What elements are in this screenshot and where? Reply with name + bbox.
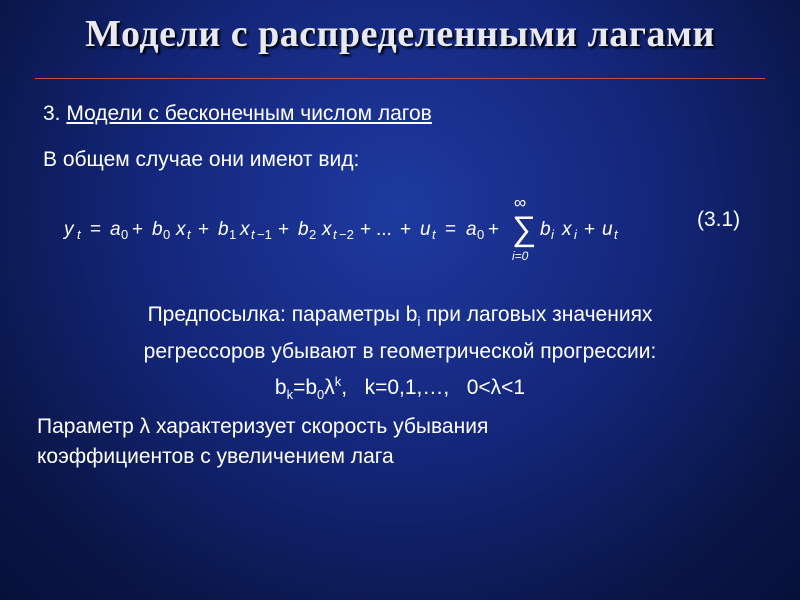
sum-lower: i=0 (512, 249, 529, 263)
section-number: 3. (43, 102, 61, 125)
parameter-line-1: Параметр λ характеризует скорость убывания (37, 415, 489, 438)
svg-text:b: b (540, 219, 551, 240)
slide-title: Модели с распределенными лагами (85, 13, 715, 55)
svg-text:0: 0 (163, 227, 171, 242)
svg-text:b: b (152, 219, 163, 240)
svg-text:x: x (322, 219, 332, 240)
parameter-line-2: коэффициентов с увеличением лага (37, 445, 394, 468)
svg-text:t: t (432, 227, 436, 242)
svg-text:2: 2 (309, 227, 317, 242)
svg-text:a: a (110, 219, 121, 240)
svg-text:x: x (176, 219, 186, 240)
premise-line-1: Предпосылка: параметры $b_i$ при лаговых значениях (147, 303, 653, 330)
svg-text:b: b (298, 219, 309, 240)
formula-3-1 (60, 190, 660, 265)
svg-text:b: b (218, 219, 229, 240)
svg-text:t: t (77, 227, 81, 242)
premise-line-3: $b_k=b_0\lambda^k$, k=0,1,…, 0<λ<1 (274, 374, 526, 403)
svg-text:+: + (584, 219, 596, 240)
parameter-text (37, 412, 737, 472)
svg-text:x: x (562, 219, 572, 240)
svg-text:t: t (251, 227, 255, 242)
svg-text:+: + (278, 219, 290, 240)
svg-text:t: t (333, 227, 337, 242)
premise-line-2: регрессоров убывают в геометрической прогрессии: (143, 340, 657, 364)
svg-text:i: i (574, 227, 577, 242)
svg-text:u: u (602, 219, 613, 240)
svg-text:t: t (187, 227, 191, 242)
svg-text:x: x (240, 219, 250, 240)
section-heading (43, 102, 432, 126)
sum-symbol: ∑ (512, 210, 537, 248)
svg-text:=: = (445, 219, 457, 240)
svg-text:u: u (420, 219, 431, 240)
svg-text:+: + (360, 219, 372, 240)
svg-text:−2: −2 (339, 227, 354, 242)
svg-text:=: = (90, 219, 102, 240)
svg-text:t: t (614, 227, 618, 242)
svg-text:0: 0 (121, 227, 129, 242)
svg-text:+: + (400, 219, 412, 240)
section-title: Модели с бесконечным числом лагов (66, 102, 432, 125)
formula-y: y (64, 219, 74, 240)
svg-text:...: ... (376, 219, 392, 240)
svg-text:1: 1 (229, 227, 237, 242)
svg-text:a: a (466, 219, 477, 240)
svg-text:i: i (551, 227, 554, 242)
sum-upper: ∞ (514, 193, 527, 212)
premise-text (40, 300, 760, 410)
svg-text:0: 0 (477, 227, 485, 242)
svg-text:+: + (198, 219, 210, 240)
intro-text: В общем случае они имеют вид: (43, 148, 360, 171)
title-divider (35, 78, 765, 79)
svg-text:+: + (488, 219, 500, 240)
svg-text:−1: −1 (257, 227, 272, 242)
svg-text:+: + (132, 219, 144, 240)
equation-number: (3.1) (697, 208, 741, 231)
